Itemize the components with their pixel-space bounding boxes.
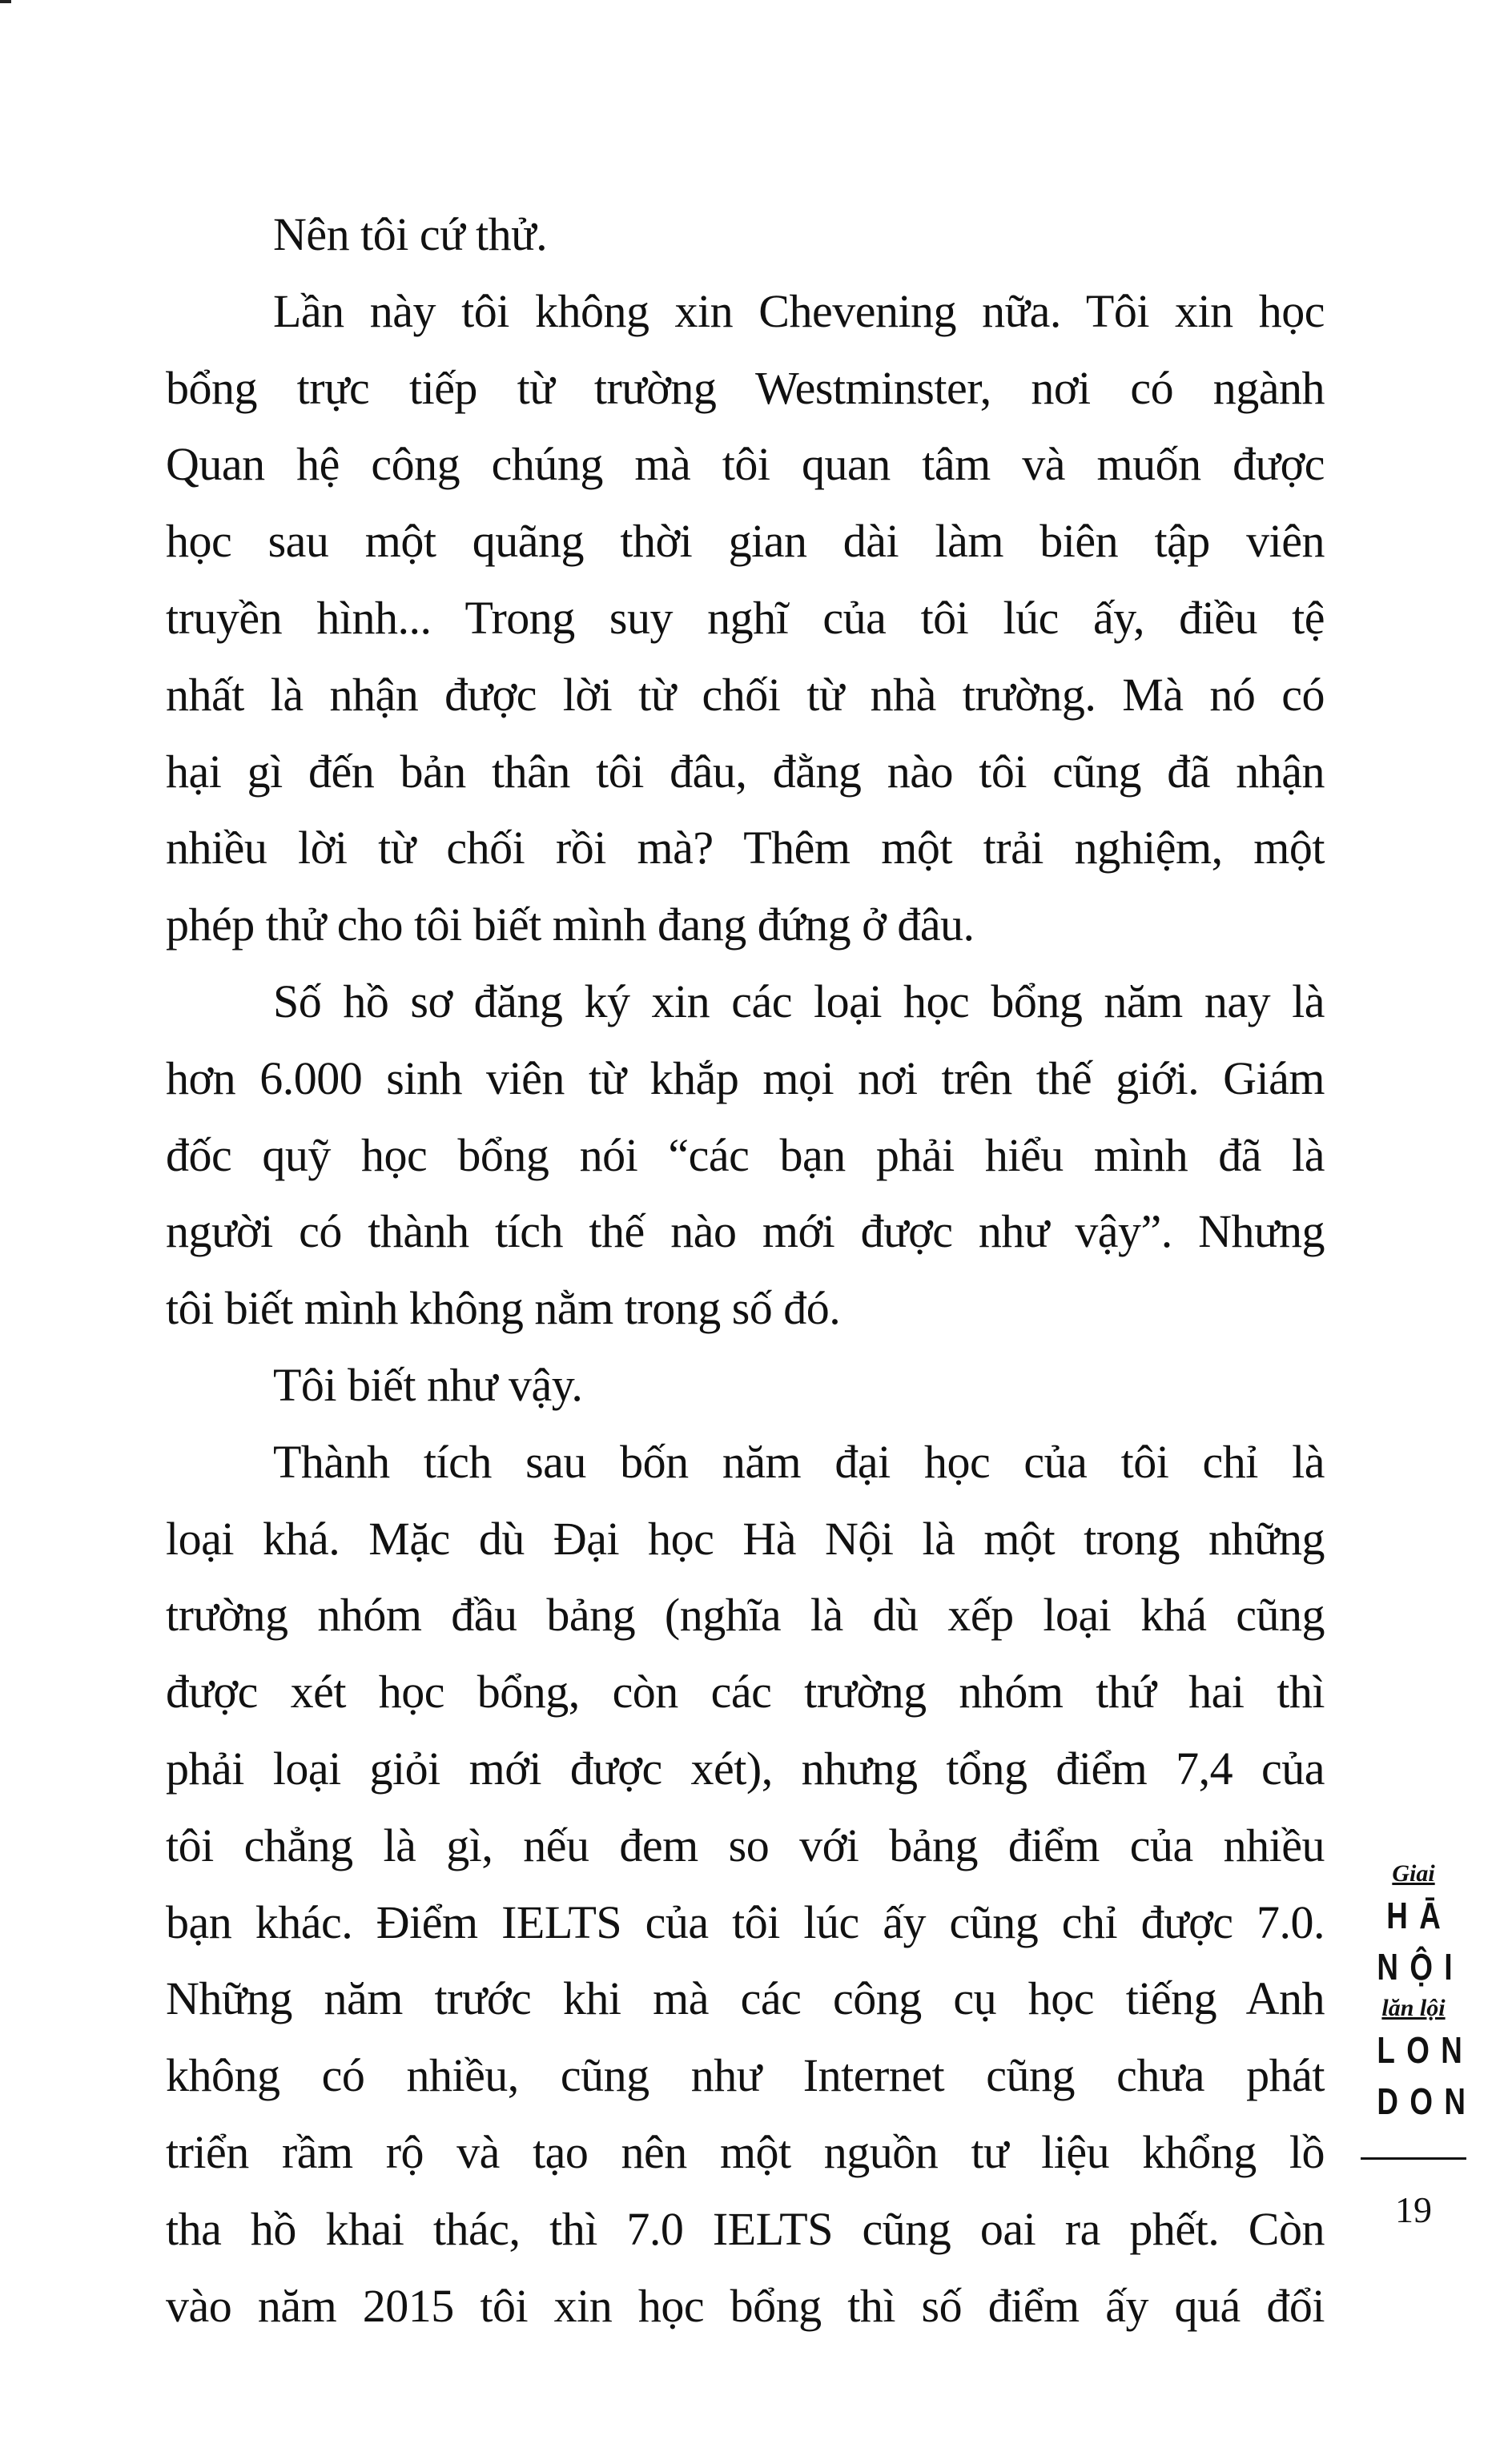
text-line: không có nhiều, cũng như Internet cũng chưa phát [166, 2049, 1325, 2102]
text-line: học sau một quãng thời gian dài làm biên tập viên [166, 515, 1325, 568]
text-line: loại khá. Mặc dù Đại học Hà Nội là một trong những [166, 1512, 1325, 1565]
text-line: Nên tôi cứ thử. [273, 208, 548, 260]
text-line: bổng trực tiếp từ trường Westminster, nơi có ngành [166, 361, 1325, 414]
text-line: hại gì đến bản thân tôi đâu, đằng nào tôi cũng đã nhận [166, 745, 1325, 798]
text-line: nhiều lời từ chối rồi mà? Thêm một trải nghiệm, một [166, 822, 1325, 874]
logo-line-lon: LON [1377, 2029, 1474, 2071]
text-line: tôi biết mình không nằm trong số đó. [166, 1282, 841, 1335]
text-line: vào năm 2015 tôi xin học bổng thì số điểm ấy quá đổi [166, 2279, 1325, 2332]
text-line: bạn khác. Điểm IELTS của tôi lúc ấy cũng chỉ được 7.0. [166, 1895, 1325, 1948]
text-line: Lần này tôi không xin Chevening nữa. Tôi xin học [273, 284, 1325, 337]
text-line: Tôi biết như vậy. [273, 1358, 583, 1411]
text-line: triển rầm rộ và tạo nên một nguồn tư liệu khổng lồ [166, 2125, 1325, 2178]
logo-line-noi: NỘI [1377, 1946, 1465, 1988]
text-line: được xét học bổng, còn các trường nhóm thứ hai thì [166, 1666, 1325, 1718]
text-line: Số hồ sơ đăng ký xin các loại học bổng năm nay là [273, 975, 1325, 1027]
text-line: người có thành tích thế nào mới được như vậy”. Nhưng [166, 1205, 1325, 1258]
text-line: truyền hình... Trong suy nghĩ của tôi lúc ấy, điều tệ [166, 591, 1325, 644]
text-line: đốc quỹ học bổng nói “các bạn phải hiểu mình đã là [166, 1128, 1325, 1181]
text-line: Quan hệ công chúng mà tôi quan tâm và muốn được [166, 438, 1325, 491]
divider-rule [1361, 2157, 1466, 2160]
text-line: tha hồ khai thác, thì 7.0 IELTS cũng oai ra phết. Còn [166, 2202, 1325, 2255]
text-line: tôi chẳng là gì, nếu đem so với bảng điểm của nhiều [166, 1819, 1325, 1871]
logo-line-don: DON [1377, 2080, 1478, 2122]
body-text [166, 196, 1325, 2344]
text-line: phải loại giỏi mới được xét), nhưng tổng điểm 7,4 của [166, 1742, 1325, 1795]
text-line: Thành tích sau bốn năm đại học của tôi chỉ là [273, 1435, 1325, 1488]
page-number: 19 [1395, 2189, 1432, 2230]
text-line: nhất là nhận được lời từ chối từ nhà trường. Mà nó có [166, 668, 1325, 721]
text-line: phép thử cho tôi biết mình đang đứng ở đâu. [166, 898, 975, 951]
logo-word-giai: Giai [1392, 1860, 1435, 1887]
text-line: Những năm trước khi mà các công cụ học tiếng Anh [166, 1972, 1325, 2025]
text-line: hơn 6.000 sinh viên từ khắp mọi nơi trên thế giới. Giám [166, 1051, 1325, 1104]
text-line: trường nhóm đầu bảng (nghĩa là dù xếp loại khá cũng [166, 1589, 1325, 1642]
logo-line-ha: HĀ [1386, 1895, 1453, 1936]
running-title-logo [1353, 1858, 1478, 2231]
logo-word-lan-loi: lăn lội [1381, 1995, 1446, 2021]
scan-mark [0, 0, 11, 3]
